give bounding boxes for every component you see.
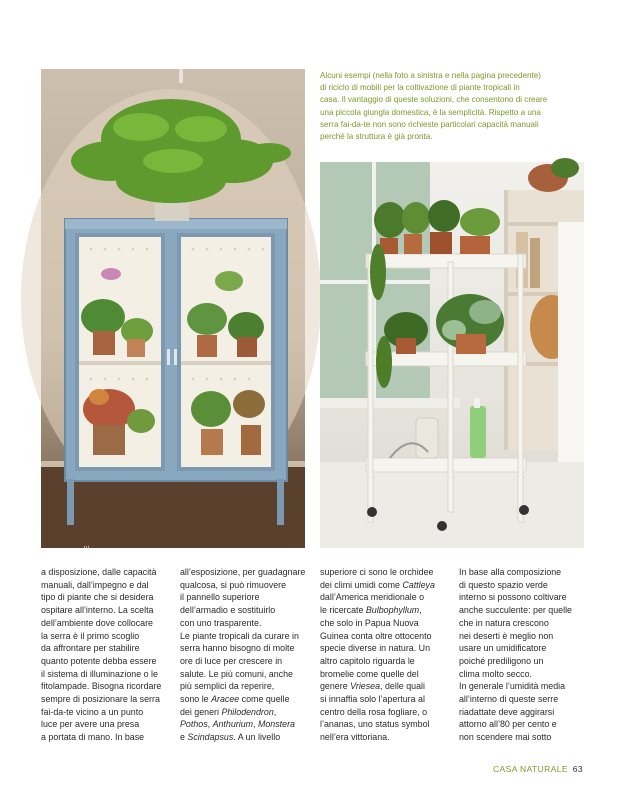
text-line: ore di luce per crescere in xyxy=(180,655,283,666)
text-line: poiché prediligono un xyxy=(459,655,544,666)
text-line: riadattate deve aggirarsi xyxy=(459,706,555,717)
photo-plant-trolley xyxy=(320,162,584,548)
caption-line: una piccola giungla domestica, è la semplicità. Rispetto a una xyxy=(320,107,541,117)
text-line: l’ananas, uno status symbol xyxy=(320,719,430,730)
photo-caption xyxy=(320,70,588,143)
text-line: salute. Le più comuni, anche xyxy=(180,668,293,679)
text-line: manuali, dall’impegno e dal xyxy=(41,579,149,590)
body-column-4 xyxy=(459,566,581,744)
caption-line: perché la struttura è già pronta. xyxy=(320,132,433,142)
text-line: genere Vriesea, delle quali xyxy=(320,681,425,692)
text-line: Guinea conta oltre ottocento xyxy=(320,630,432,641)
body-column-1 xyxy=(41,566,163,744)
text-line: fitolampade. Bisogna ricordare xyxy=(41,681,162,692)
text-line: Le piante tropicali da curare in xyxy=(180,630,299,641)
text-line: da affrontare per stabilire xyxy=(41,643,140,654)
text-line: a portata di mano. In base xyxy=(41,732,145,743)
magazine-name: CASA NATURALE xyxy=(493,764,568,774)
cabinet-greenhouse-illustration xyxy=(41,69,305,548)
text-line: dell’ambiente dove collocare xyxy=(41,617,153,628)
text-line: dell’armadio e sostituirlo xyxy=(180,605,276,616)
text-line: nei deserti è meglio non xyxy=(459,630,554,641)
text-line: qualcosa, si può rimuovere xyxy=(180,579,287,590)
text-line: usare un umidificatore xyxy=(459,643,547,654)
text-line: superiore ci sono le orchidee xyxy=(320,567,434,577)
text-line: specie diverse in natura. Un xyxy=(320,643,431,654)
page-footer xyxy=(493,764,583,774)
text-line: interno si possono coltivare xyxy=(459,592,567,603)
text-line: dei climi umidi come Cattleya xyxy=(320,579,435,590)
text-line: anche succulente: per quelle xyxy=(459,605,572,616)
text-line: luce per avere una presa xyxy=(41,719,140,730)
text-line: che in natura crescono xyxy=(459,617,549,628)
text-line: il sistema di illuminazione o le xyxy=(41,668,158,679)
text-line: In base alla composizione xyxy=(459,567,562,577)
text-line: all’interno di queste serre xyxy=(459,694,559,705)
text-line: clima molto secco. xyxy=(459,668,532,679)
text-line: nell’era vittoriana. xyxy=(320,732,390,743)
text-line: In generale l’umidità media xyxy=(459,681,566,692)
text-line: altro capitolo riguarda le xyxy=(320,655,415,666)
text-line: all’esposizione, per guadagnare xyxy=(180,567,306,577)
text-line: con uno trasparente. xyxy=(180,617,262,628)
text-line: Pothos, Anthurium, Monstera xyxy=(180,719,295,730)
text-line: il pannello superiore xyxy=(180,592,260,603)
text-line: che solo in Papua Nuova xyxy=(320,617,419,628)
caption-line: di riciclo di mobili per la coltivazione di piante tropicali in xyxy=(320,83,520,93)
body-column-2 xyxy=(180,566,306,744)
text-line: centro della rosa fogliare, o xyxy=(320,706,428,717)
text-line: ospitare all’interno. La scelta xyxy=(41,605,154,616)
text-line: sono le Aracee come quelle xyxy=(180,694,290,705)
plant-trolley-illustration xyxy=(320,162,584,548)
photo-credit: © BRANDON FLYE xyxy=(84,544,91,613)
text-line: di questo spazio verde xyxy=(459,579,548,590)
page-number: 63 xyxy=(572,764,583,774)
text-line: si innaffia solo l’apertura al xyxy=(320,694,425,705)
text-line: attorno all’80 per cento e xyxy=(459,719,557,730)
caption-line: Alcuni esempi (nella foto a sinistra e nella pagina precedente) xyxy=(320,71,541,80)
text-line: la serra è il primo scoglio xyxy=(41,630,140,641)
caption-line: casa. Il vantaggio di queste soluzioni, che consentono di creare xyxy=(320,95,548,105)
text-line: non scendere mai sotto xyxy=(459,732,552,743)
text-line: più semplici da reperire, xyxy=(180,681,275,692)
text-line: a disposizione, dalle capacità xyxy=(41,567,157,577)
text-line: tipo di piante che si desidera xyxy=(41,592,154,603)
text-line: e Scindapsus. A un livello xyxy=(180,732,281,743)
text-line: sempre di posizionare la serra xyxy=(41,694,160,705)
text-line: le ricercate Bulbophyllum, xyxy=(320,605,422,616)
text-line: quanto potente debba essere xyxy=(41,655,157,666)
text-line: dall’America meridionale o xyxy=(320,592,425,603)
caption-line: serra fai-da-te non sono richieste particolari capacità manuali xyxy=(320,119,539,129)
text-line: serra hanno bisogno di molte xyxy=(180,643,295,654)
body-column-3 xyxy=(320,566,442,744)
text-line: dei generi Philodendron, xyxy=(180,706,277,717)
text-line: bromelie come quelle del xyxy=(320,668,419,679)
text-line: fai-da-te vicino a un punto xyxy=(41,706,144,717)
